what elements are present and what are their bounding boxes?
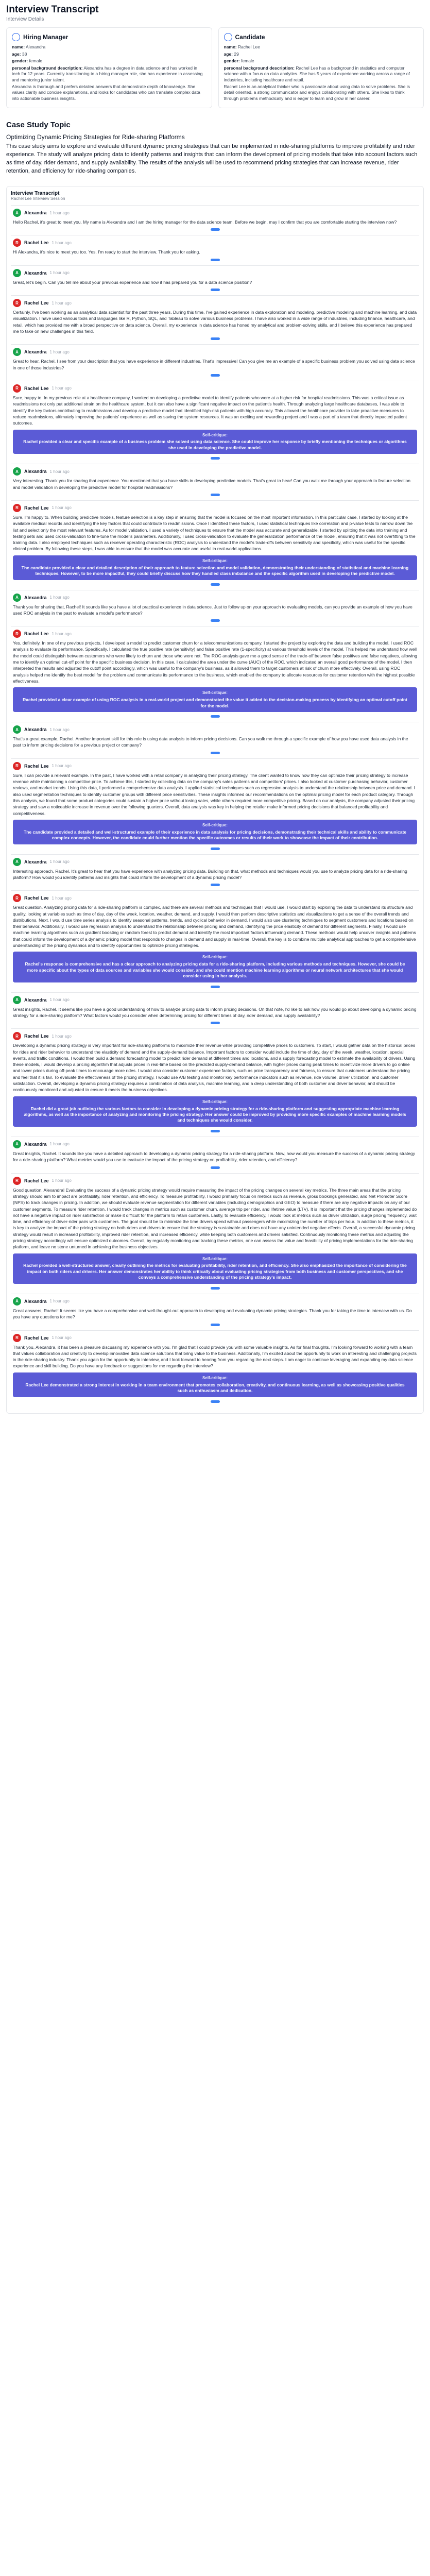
message-text: Sure, I'm happy to. When building predictive models, feature selection is a key step in ensuring that the model is focused on the most important information. In this particular case, I started by looking at the available medical records and identifying the key factors that could contribute to readmissions. Once I identified these factors, I used statistical techniques like correlation and p-value tests to narrow down the list and select only the most relevant features. As for model validation, I used a variety of techniques to ensure that the model was accurate and generalizable. I started by splitting the data into training and testing sets and used cross-validation to fine-tune the model's parameters. Additionally, I used cross-validation to evaluate the generalization performance of the model, ensuring that it was not overfitting to the training data. I also employed techniques such as receiver operating characteristic (ROC) analysis to understand the model's trade-offs between sensitivity and specificity, which was useful for the specific clinical problem. By following these steps, I was able to ensure that the model was accurate and useful in real-world applications. — [13, 514, 416, 552]
avatar: R — [13, 894, 21, 902]
speaker-name: Alexandra — [24, 210, 47, 216]
message-header — [13, 504, 417, 512]
expand-toggle[interactable] — [211, 752, 220, 754]
case-study-body: This case study aims to explore and evaluate different dynamic pricing strategies that can be implemented in ride-sharing platforms to improve profitability and rider experience. The study will analyze pricing data to identify patterns and insights that can inform the development of pricing models that take into account factors such as time of day, rider demand, and supply availability. The results of the analysis will be used to recommend pricing strategies that can increase revenue, rider retention, and efficiency for ride-sharing companies. — [6, 143, 418, 175]
avatar: A — [13, 467, 21, 476]
avatar: A — [13, 996, 21, 1004]
message — [11, 205, 419, 235]
hiring-manager-heading: Hiring Manager — [23, 33, 68, 41]
timestamp: 1 hour ago — [51, 1178, 72, 1183]
hm-gender-label: gender: — [12, 58, 28, 64]
cand-background: Rachel Lee has a background in statistics and computer science with a focus on data analytics. She has 5 years of experience working across a range of industries, including healthcare and retail. — [223, 65, 410, 82]
avatar: R — [13, 762, 21, 770]
self-critique-box — [13, 1096, 417, 1127]
self-critique-text: Rachel Lee demonstrated a strong interest in working in a team environment that promotes collaboration, creativity, and continuous learning, as well as showcasing positive qualities such as enthusiasm and dedication. — [25, 1382, 405, 1394]
message-header — [13, 762, 417, 770]
message — [11, 992, 419, 1029]
speaker-name: Alexandra — [24, 595, 47, 600]
cand-age-label: age: — [223, 51, 233, 57]
message-text: Hello Rachel, it's great to meet you. My name is Alexandra and I am the hiring manager for the data science team. Before we begin, may I confirm that you are comfortable starting the interview now? — [13, 219, 397, 225]
message-header — [13, 348, 417, 356]
timestamp: 1 hour ago — [49, 997, 70, 1003]
expand-toggle[interactable] — [211, 1287, 220, 1290]
expand-toggle[interactable] — [211, 289, 220, 291]
speaker-name: Alexandra — [24, 859, 47, 865]
avatar: A — [13, 1140, 21, 1148]
timestamp: 1 hour ago — [49, 210, 70, 215]
message-header — [13, 894, 417, 902]
self-critique-box — [13, 820, 417, 844]
message-text: Great question. Analyzing pricing data for a ride-sharing platform is complex, and there are several methods and techniques that I would use. I would start by exploring the data to understand its structure and quality, looking at variables such as time of day, day of the week, location, weather, demand, and supply. I would then perform descriptive statistics and visualizations to get a sense of the overall trends and distributions. Next, I would use time series analysis to identify seasonal patterns, trends, and cyclical behavior in demand. I would also use clustering techniques to segment customers and locations based on their behavior. Additionally, I would use regression analysis to understand the relationship between pricing and demand, identifying the price elasticity of demand for different segments. Finally, I would use machine learning algorithms such as gradient boosting or random forest to predict demand and identify the most important factors influencing demand. These methods would help uncover insights and patterns that could inform the development of a dynamic pricing model that responds to changes in demand and supply in real-time. Overall, the key is to combine multiple analytical approaches to get a comprehensive understanding of the pricing dynamics and to identify opportunities to optimize pricing strategies. — [13, 905, 416, 948]
avatar: R — [13, 299, 21, 307]
message-text: Thank you, Alexandra, it has been a pleasure discussing my experience with you. I'm glad that I could provide you with some valuable insights. As for final thoughts, I'm looking forward to working with a team that values collaboration and creativity to develop innovative data science solutions that bring value to the business. Additionally, I'm excited about the opportunity to work on interesting and challenging projects in the ride-sharing industry. Thank you again for the opportunity to interview, and I look forward to hearing from you regarding the next steps. I am eager to continue leveraging and expanding my data science experience and skill building. Do you have any feedback or suggestions for me regarding the interview? — [13, 1344, 417, 1369]
timestamp: 1 hour ago — [49, 349, 70, 354]
avatar: A — [13, 269, 21, 277]
self-critique-label: Self-critique: — [202, 822, 228, 827]
speaker-name: Alexandra — [24, 349, 47, 355]
message-text: Interesting approach, Rachel. It's great to hear that you have experience with analyzing pricing data. Building on that, what methods and techniques would you use to analyze pricing data for a ride-sharing platform? How would you identify patterns and insights that could inform the development of a dynamic pricing model? — [13, 868, 407, 880]
expand-toggle[interactable] — [211, 1324, 220, 1326]
self-critique-text: Rachel provided a clear example of using ROC analysis in a real-world project and demonstrated the value it added to the decision-making process by identifying an optimal cutoff point for the model. — [23, 697, 407, 708]
message — [11, 590, 419, 626]
speaker-name: Alexandra — [24, 1298, 47, 1304]
avatar: A — [13, 1297, 21, 1306]
message-header — [13, 384, 417, 393]
timestamp: 1 hour ago — [49, 859, 70, 865]
expand-toggle[interactable] — [211, 494, 220, 496]
avatar: R — [13, 384, 21, 393]
timestamp: 1 hour ago — [51, 240, 72, 245]
self-critique-box — [13, 687, 417, 712]
message — [11, 381, 419, 464]
message-header — [13, 1032, 417, 1040]
message — [11, 854, 419, 891]
message — [11, 890, 419, 992]
timestamp: 1 hour ago — [49, 727, 70, 732]
message — [11, 235, 419, 265]
speaker-name: Alexandra — [24, 270, 47, 276]
speaker-name: Rachel Lee — [24, 631, 49, 637]
avatar: A — [13, 348, 21, 356]
timestamp: 1 hour ago — [49, 469, 70, 474]
message-text: Great insights, Rachel. It seems like you have a good understanding of how to analyze pricing data to inform pricing decisions. On that note, I'd like to ask how you would go about developing a dynamic pricing strategy for a ride-sharing platform? What factors would you consider when determining pricing for different times of day, rider demand, and supply availability? — [13, 1006, 417, 1018]
timestamp: 1 hour ago — [51, 895, 72, 901]
expand-toggle[interactable] — [211, 228, 220, 231]
message — [11, 1137, 419, 1173]
message-text: Great answers, Rachel! It seems like you have a comprehensive and well-thought-out approach to developing and evaluating dynamic pricing strategies. Thank you for taking the time to interview with us. Do you have any questions for me? — [13, 1308, 412, 1320]
transcript-subheading: Rachel Lee Interview Session — [11, 196, 65, 201]
message-header — [13, 209, 417, 217]
timestamp: 1 hour ago — [49, 595, 70, 600]
message-header — [13, 1140, 417, 1148]
cand-gender: female — [241, 58, 254, 64]
hm-background-label: personal background description: — [12, 65, 83, 71]
self-critique-text: Rachel's response is comprehensive and has a clear approach to analyzing pricing data for a ride-sharing platform, including various methods and techniques. However, she could be more specific about the types of data sources and variables she would consider, and she could mention machine learning algorithms or neural network architectures that she would consider using in her analysis. — [25, 961, 405, 979]
timestamp: 1 hour ago — [51, 1335, 72, 1341]
avatar: R — [13, 1032, 21, 1040]
hm-attitude: Alexandra is thorough and prefers detailed answers that demonstrate depth of knowledge. She values clarity and concise explanations, and looks for candidates who can translate complex data into actionable business insights. — [12, 84, 200, 101]
message — [11, 758, 419, 854]
speaker-name: Alexandra — [24, 469, 47, 474]
avatar: R — [13, 630, 21, 638]
self-critique-text: Rachel did a great job outlining the various factors to consider in developing a dynamic pricing strategy for a ride-sharing platform and suggesting appropriate machine learning algorithms, as well as the importance of analyzing and monitoring the pricing strategy. Her answer could be improved by providing more specific examples of machine learning models and techniques she would consider. — [24, 1106, 406, 1123]
message-header — [13, 725, 417, 734]
expand-toggle[interactable] — [211, 374, 220, 377]
message — [11, 1173, 419, 1294]
speaker-name: Rachel Lee — [24, 240, 49, 246]
message — [11, 344, 419, 381]
self-critique-box — [13, 430, 417, 454]
message-text: Yes, definitely. In one of my previous projects, I developed a model to predict customer churn for a telecommunications company. I started the project by exploring the data and building the model. I used ROC analysis to evaluate its performance. Specifically, I calculated the true positive rate (sensitivity) and false positive rate (1-specificity) at various threshold levels of the model. This helped me understand how well the model could distinguish between customers who were likely to churn and those who were not. The ROC analysis gave me a good sense of the trade-off between false positives and false negatives, allowing me to identify an optimal cut-off point for the specific business decision. In this case, I calculated the area under the curve (AUC) of the ROC, which indicated an overall good performance of the model. I then interpreted the results and adjusted the cutoff point accordingly, which was useful to the company's business, as it allowed them to target customers at risk of churn more effectively. Overall, using ROC analysis helped me identify the best model for the problem and communicate its performance to the business, which enabled the company to allocate resources for customer retention with the highest possible effectiveness. — [13, 640, 417, 684]
self-critique-box — [13, 1372, 417, 1397]
self-critique-text: The candidate provided a detailed and well-structured example of their experience in data analysis for pricing decisions, demonstrating their technical skills and ability to communicate complex concepts. However, the candidate could further mention the specific outcomes or results of their work to showcase the impact of their contribution. — [24, 829, 406, 841]
user-icon — [224, 33, 232, 41]
avatar: A — [13, 725, 21, 734]
message-list — [11, 205, 419, 1406]
self-critique-box — [13, 952, 417, 982]
speaker-name: Rachel Lee — [24, 385, 49, 391]
candidate-card — [218, 27, 424, 108]
message-text: Great, let's begin. Can you tell me about your previous experience and how it has prepared you for a data science position? — [13, 279, 252, 285]
message-header — [13, 239, 417, 247]
message — [11, 464, 419, 500]
message — [11, 1294, 419, 1330]
cand-name-label: name: — [223, 44, 237, 50]
self-critique-label: Self-critique: — [202, 1256, 228, 1261]
hm-background: Alexandra has a degree in data science and has worked in tech for 12 years. Currently transitioning to a hiring manager role, she has experience in assessing and mentoring junior talent. — [12, 65, 203, 82]
message — [11, 265, 419, 295]
self-critique-label: Self-critique: — [202, 558, 228, 563]
message — [11, 1028, 419, 1137]
expand-toggle[interactable] — [211, 457, 220, 460]
candidate-heading: Candidate — [235, 33, 265, 41]
case-study-title: Optimizing Dynamic Pricing Strategies for Ride-sharing Platforms — [6, 133, 185, 141]
message-text: Thank you for sharing that, Rachel! It sounds like you have a lot of practical experience in data science. Just to follow up on your approach to evaluating models, can you provide an example of how you have used ROC analysis in the past to evaluate a model's performance? — [13, 604, 412, 616]
expand-toggle[interactable] — [211, 337, 220, 340]
cand-age: 29 — [234, 51, 239, 57]
timestamp: 1 hour ago — [49, 1142, 70, 1147]
message-header — [13, 269, 417, 277]
self-critique-box — [13, 555, 417, 580]
cand-name: Rachel Lee — [237, 44, 260, 50]
message-text: That's a great example, Rachel. Another important skill for this role is using data analysis to inform pricing decisions. Can you walk me through a specific example of how you have used data analysis in the past to inform pricing decisions for a previous project or company? — [13, 736, 408, 748]
timestamp: 1 hour ago — [49, 270, 70, 276]
self-critique-label: Self-critique: — [202, 432, 228, 437]
message-header — [13, 467, 417, 476]
expand-toggle[interactable] — [211, 1166, 220, 1169]
hm-name: Alexandra — [25, 44, 46, 50]
self-critique-box — [13, 1253, 417, 1284]
hiring-manager-card — [6, 27, 212, 108]
expand-toggle[interactable] — [211, 583, 220, 586]
timestamp: 1 hour ago — [51, 1033, 72, 1039]
message-text: Great insights, Rachel. It sounds like you have a detailed approach to developing a dynamic pricing strategy for a ride-sharing platform. Now, how would you measure the success of a dynamic pricing strategy for a ride-sharing platform? What metrics would you use to evaluate the impact of the pricing strategy on profitability, rider retention, and efficiency? — [13, 1150, 415, 1163]
hm-name-label: name: — [12, 44, 25, 50]
message — [11, 626, 419, 722]
self-critique-text: Rachel provided a clear and specific example of a business problem she solved using data science. She could improve her response by briefly mentioning the techniques or algorithms she used in developing the predictive model. — [23, 439, 407, 450]
avatar: R — [13, 1334, 21, 1342]
expand-toggle[interactable] — [211, 1022, 220, 1024]
expand-toggle[interactable] — [211, 715, 220, 718]
expand-toggle[interactable] — [211, 884, 220, 886]
message-header — [13, 1177, 417, 1185]
speaker-name: Rachel Lee — [24, 1335, 49, 1341]
message-header — [13, 1334, 417, 1342]
page-subtitle: Interview Details — [6, 16, 44, 22]
speaker-name: Alexandra — [24, 727, 47, 733]
interview-transcript — [6, 186, 424, 1413]
self-critique-text: Rachel provided a well-structured answer, clearly outlining the metrics for evaluating profitability, rider retention, and efficiency. She also emphasized the importance of considering the impact on both riders and drivers. Her answer demonstrates her ability to think critically about evaluating pricing strategies from both business and customer perspectives, and she conveys a comprehensive understanding of the pricing strategy's impact. — [23, 1263, 407, 1280]
message-text: Hi Alexandra, it's nice to meet you too. Yes, I'm ready to start the interview. Thank you for asking. — [13, 249, 200, 255]
speaker-name: Rachel Lee — [24, 505, 49, 511]
message-text: Sure, I can provide a relevant example. In the past, I have worked with a retail company in analyzing their pricing strategy. The client wanted to know how they can optimize their pricing strategy to increase revenue while maintaining a competitive price. To achieve this, I started by collecting data on the company's sales patterns and competitors' prices. I also looked at customer purchasing behavior, customer reviews, and market trends. Using this data, I performed a comprehensive data analysis. I applied statistical techniques such as regression analysis to understand the relationship between price and demand. I also used segmentation techniques to identify customer groups with different price sensitivities. These insights informed our recommendations on the optimal pricing model for each product category. Through this analysis, we found that some product categories could sustain a higher price without losing sales, while others required more competitive pricing. Based on our analysis, the company adjusted their pricing strategy and saw a noticeable increase in revenue over the following quarters. Overall, data analysis was key in helping the retailer make informed pricing decisions that balanced profitability and competitiveness. — [13, 772, 416, 816]
message — [11, 722, 419, 758]
timestamp: 1 hour ago — [51, 764, 72, 769]
timestamp: 1 hour ago — [51, 300, 72, 306]
message-header — [13, 299, 417, 307]
cand-background-label: personal background description: — [223, 65, 295, 71]
message-text: Very interesting. Thank you for sharing that experience. You mentioned that you have skills in developing predictive models. That's great to hear! Can you walk me through your approach to feature selection and model validation in developing the predictive model for hospital readmissions? — [13, 478, 410, 490]
timestamp: 1 hour ago — [49, 1299, 70, 1304]
avatar: R — [13, 239, 21, 247]
timestamp: 1 hour ago — [51, 386, 72, 391]
message-header — [13, 996, 417, 1004]
self-critique-label: Self-critique: — [202, 955, 228, 960]
message-header — [13, 858, 417, 866]
case-study-heading: Case Study Topic — [6, 121, 71, 130]
self-critique-label: Self-critique: — [202, 690, 228, 696]
message-header — [13, 594, 417, 602]
speaker-name: Rachel Lee — [24, 300, 49, 306]
message — [11, 500, 419, 590]
speaker-name: Rachel Lee — [24, 1178, 49, 1183]
message — [11, 1330, 419, 1407]
expand-toggle[interactable] — [211, 848, 220, 850]
user-icon — [12, 33, 20, 41]
avatar: A — [13, 594, 21, 602]
avatar: A — [13, 858, 21, 866]
transcript-heading: Interview Transcript — [11, 191, 60, 197]
message-text: Good question, Alexandra! Evaluating the success of a dynamic pricing strategy would require measuring the impact of the pricing changes on several key metrics. The three main areas that the pricing strategy should aim to impact are profitability, rider retention, and efficiency. To measure profitability, I would primarily focus on metrics such as revenue, gross bookings generated, and Net Promoter Score (NPS) to track changes in pricing. In addition, we should evaluate revenue segmentation for different variables (including demographics and GEO) to measure if there are any negative impacts on any of our customer segments. To measure rider retention, I would track changes in metrics such as customer churn, average trip per rider, and lifetime value (LTV). It is important that the pricing changes implemented do not have a negative impact on rider satisfaction or make it difficult for the platform to retain customers. Lastly, to evaluate efficiency, I would look at metrics such as driver utilization, surge pricing frequency, wait time, and efficiency of driver-rider pairs with customers. The goal should be to minimize the time drivers spend without passengers while maximizing the number of trips per hour. In addition to these metrics, it is key to analyze the impact of the pricing strategy on both riders and drivers to ensure that the strategy is sustainable and does not have any unintended negative effects. Overall, a successful dynamic pricing strategy would result in increased profitability, improved rider retention, and increased efficiency, while keeping both customers and drivers satisfied. Continuously monitoring these metrics and adjusting the pricing strategy accordingly will ensure optimized outcomes. Overall, by regularly monitoring and tracking these metrics, one can assess the value and feasibility of pricing implementations for the ride-sharing platform, and leave no stone unturned in achieving the business objectives. — [13, 1187, 417, 1250]
speaker-name: Alexandra — [24, 1141, 47, 1147]
cand-gender-label: gender: — [223, 58, 240, 64]
expand-toggle[interactable] — [211, 1130, 220, 1132]
message-text: Sure, happy to. In my previous role at a healthcare company, I worked on developing a predictive model to identify patients who were at a higher risk for hospital readmissions. This was a critical issue as readmissions not only put additional strain on the healthcare system, but it can also have a significant negative impact on the patient's health. Through analyzing large healthcare databases, I was able to identify the key factors contributing to readmissions and develop a predictive model that identified high-risk patients with high accuracy. This allowed the healthcare provider to take proactive measures to reduce readmissions, ultimately improving the patients' experience as well as saving the system resources. It was an exciting and rewarding project and I was a part of a team that directly impacted patient outcomes. — [13, 395, 407, 426]
avatar: R — [13, 504, 21, 512]
speaker-name: Rachel Lee — [24, 763, 49, 769]
page-title: Interview Transcript — [6, 4, 99, 15]
message-text: Developing a dynamic pricing strategy is very important for ride-sharing platforms to maximize their revenue while providing competitive prices to customers. To start, I would gather data on the historical prices for rides and rider behavior to understand the elasticity of demand and the supply-demand balance. Important factors to consider would include the time of day, day of the week, weather, location, special events, and traffic conditions. I would then build a demand forecasting model to predict rider demand at different times and locations, and a supply forecasting model to estimate the availability of drivers. Using these models, I would develop a pricing algorithm that adjusts prices in real-time based on the predicted supply-demand balance, with higher prices during peak times to incentivize more drivers to go online and lower prices during off-peak times to encourage more rides. I would also consider customer experience factors, such as price transparency and fairness, to ensure that customers understand the pricing and feel that it is fair. To evaluate the effectiveness of the pricing strategy, I would use A/B testing and monitor key performance indicators such as revenue, ride volume, driver utilization, and customer satisfaction. Overall, developing a dynamic pricing strategy requires a combination of data analysis, machine learning, and a deep understanding of both customer and driver behavior, and should be continuously monitored and adjusted to ensure it meets the business objectives. — [13, 1043, 416, 1093]
speaker-name: Rachel Lee — [24, 895, 49, 901]
message — [11, 295, 419, 344]
hm-age-label: age: — [12, 51, 21, 57]
hm-gender: female — [29, 58, 43, 64]
expand-toggle[interactable] — [211, 259, 220, 261]
speaker-name: Alexandra — [24, 997, 47, 1003]
message-header — [13, 1297, 417, 1306]
timestamp: 1 hour ago — [51, 631, 72, 636]
message-header — [13, 630, 417, 638]
timestamp: 1 hour ago — [51, 505, 72, 511]
expand-toggle[interactable] — [211, 1400, 220, 1403]
speaker-name: Rachel Lee — [24, 1033, 49, 1039]
message-text: Certainly. I've been working as an analytical data scientist for the past three years. During this time, I've gained experience in data exploration and modeling, predictive modeling and machine learning, and data visualization. I have used various tools and languages like R, Python, SQL, and Tableau to solve various business problems. I have also worked in a wide range of industries, including finance, healthcare, and retail, which has provided me with a broad perspective on data science. Overall, my experience in data science has honed my analytical and problem-solving skills, and I believe this experience has prepared me to take on new challenges in this field. — [13, 310, 417, 334]
expand-toggle[interactable] — [211, 619, 220, 622]
self-critique-label: Self-critique: — [202, 1099, 228, 1104]
avatar: R — [13, 1177, 21, 1185]
expand-toggle[interactable] — [211, 986, 220, 988]
cand-attitude: Rachel Lee is an analytical thinker who is passionate about using data to solve problems. She is detail oriented, a strong communicator and enjoys collaborating with others. She likes to think through problems methodically and is eager to learn and grow in her career. — [223, 84, 410, 101]
message-text: Great to hear, Rachel. I see from your description that you have experience in different industries. That's impressive! Can you give me an example of a specific business problem you solved using data science in one of those industries? — [13, 359, 415, 370]
self-critique-label: Self-critique: — [202, 1375, 228, 1380]
hm-age: 38 — [22, 51, 27, 57]
avatar: A — [13, 209, 21, 217]
self-critique-text: The candidate provided a clear and detailed description of their approach to feature selection and model validation, demonstrating their understanding of statistical and machine learning techniques. However, to be more impactful, they could briefly discuss how they handled class imbalance and the specific algorithm used in developing the predictive model. — [21, 565, 409, 577]
